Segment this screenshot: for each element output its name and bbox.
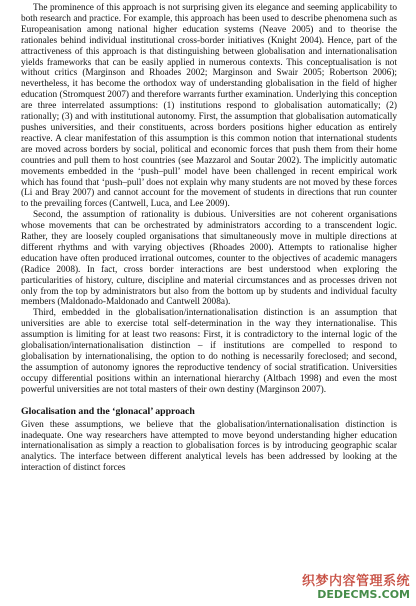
section-paragraph: Given these assumptions, we believe that the globalisation/internationalisation distinction is inadequate. One way researchers have attempted to move beyond understanding higher education internationalisation as simply a reaction to globalisation forces is by introducing geographic scalar analytics. The interface between different analytical levels has been addressed by looking at the interaction of distinct forces [21, 419, 397, 474]
body-paragraph-3: Third, embedded in the globalisation/internationalisation distinction is an assumption that universities are able to exercise total self-determination in the way they internationalise. This assumption is limiting for at least two reasons: First, it is contradictory to the internal logic of the globalisation/internationalisation distinction – if institutions are compelled to respond to globalisation by internationalising, the option to do nothing is necessarily foreclosed; and second, the assumption of autonomy ignores the reproductive tendency of social stratification. Universities occupy differential positions within an international hierarchy (Altbach 1998) and even the most powerful universities are not total masters of their own destiny (Marginson 2007). [21, 308, 397, 395]
body-paragraph-1: The prominence of this approach is not surprising given its elegance and seeming applicability to both research and practice. For example, this approach has been used to describe phenomena such as Europeanisation among national higher education systems (Neave 2005) and to theorise the rationales behind individual institutional cross-border initiatives (Knight 2004). Hence, part of the attractiveness of this approach is that distinguishing between globalisation and internationalisation yields frameworks that can be easily applied in numerous contexts. This conceptualisation is not without critics (Marginson and Rhoades 2002; Marginson and Swair 2005; Robertson 2006); nevertheless, it has become the orthodox way of understanding globalisation in the field of higher education (Stromquest 2007) and therefore warrants further examination. Underlying this conception are three interrelated assumptions: (1) institutions respond to globalisation automatically; (2) rationally; (3) and with institutional autonomy. First, the assumption that globalisation automatically pushes universities, and their constituents, across borders positions higher education as entirely reactive. A clear manifestation of this assumption is this common notion that international students are moved across borders by social, political and economic forces that push them from their home countries and pull them to host countries (see Mazzarol and Soutar 2002). The implicitly automatic movements embedded in the ‘push–pull’ model have been challenged in recent empirical work which has found that ‘push–pull’ does not explain why many students are not moved by these forces (Li and Bray 2007) and cannot account for the movement of students in directions that run counter to the prevailing forces (Cantwell, Luca, and Lee 2009). [21, 3, 397, 210]
document-page [21, 3, 397, 474]
watermark-logo [290, 574, 410, 602]
watermark-url: DEDECMS.COM [317, 588, 410, 601]
body-paragraph-2: Second, the assumption of rationality is dubious. Universities are not coherent organisations whose movements that can be orchestrated by administrators according to a transcendent logic. Rather, they are loosely coupled organisations that simultaneously move in multiple directions at different rhythms and with varying objectives (Rhoades 2000). Attempts to rationalise higher education have often produced irrational outcomes, counter to the objectives of academic managers (Radice 2008). In fact, cross border interactions are best understood when exploring the particularities of history, culture, discipline and material circumstances and as processes driven not only from the top by administrators but also from the bottom up by students and individual faculty members (Maldonado-Maldonado and Cantwell 2008a). [21, 210, 397, 308]
section-heading: Glocalisation and the ‘glonacal’ approach [21, 405, 195, 417]
watermark-text-cn: 织梦内容管理系统 [301, 574, 410, 589]
